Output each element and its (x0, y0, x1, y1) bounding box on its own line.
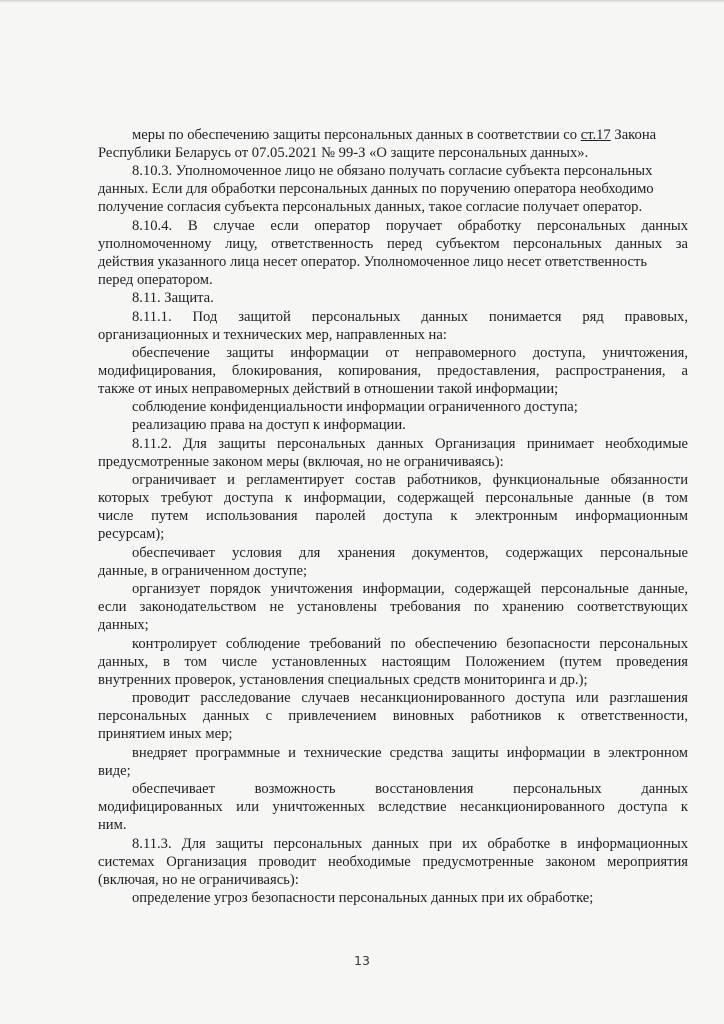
text-line: системах Организация проводит необходимые предусмотренные законом мероприятия (98, 854, 688, 870)
text-line: Республики Беларусь от 07.05.2021 № 99-З «О защите персональных данных». (98, 145, 589, 161)
list-item-line: обеспечивает условия для хранения документов, содержащих персональные (132, 545, 688, 561)
text-line: предусмотренные законом меры (включая, но не ограничиваясь): (98, 454, 504, 470)
paragraph-first-line: 8.10.4. В случае если оператор поручает обработку персональных данных (132, 218, 688, 234)
list-item-line: проводит расследование случаев несанкционированного доступа или разглашения (132, 690, 688, 706)
paragraph-first-line: 8.11.3. Для защиты персональных данных при их обработке в информационных (132, 836, 688, 852)
text-line: модифицирования, блокирования, копирования, предоставления, распространения, а (98, 363, 688, 379)
list-item-line: определение угроз безопасности персональных данных при их обработке; (132, 890, 594, 906)
text-line: организационных и технических мер, направленных на: (98, 327, 447, 343)
text-line: перед оператором. (98, 272, 213, 288)
text-line: принятием иных мер; (98, 726, 233, 742)
list-item-line: соблюдение конфиденциальности информации ограниченного доступа; (132, 399, 578, 415)
section-heading: 8.11. Защита. (132, 290, 214, 306)
paragraph-first-line: 8.11.2. Для защиты персональных данных Организация принимает необходимые (132, 436, 688, 452)
text-line: получение согласия субъекта персональных данных, такое согласие получает оператор. (98, 199, 643, 215)
text-line: персональных данных с привлечением виновных работников к ответственности, (98, 708, 688, 724)
page-number: 13 (354, 953, 370, 968)
text-line: действия указанного лица несет оператор. Уполномоченное лицо несет ответственность (98, 254, 648, 270)
list-item-line: контролирует соблюдение требований по обеспечению безопасности персональных (132, 636, 688, 652)
list-item-line: обеспечивает возможность восстановления персональных данных (132, 781, 688, 797)
text-segment: Закона (614, 127, 657, 143)
law-article-link[interactable]: ст.17 (580, 127, 611, 143)
text-segment: меры по обеспечению защиты персональных данных в соответствии со (132, 127, 578, 143)
text-line: данных, в том числе установленных настоящим Положением (путем проведения (98, 654, 688, 670)
text-line: числе путем использования паролей доступа к электронным информационным (98, 508, 688, 524)
text-line: данных. Если для обработки персональных данных по поручению оператора необходимо (98, 181, 654, 197)
list-item-line: организует порядок уничтожения информации, содержащей персональные данные, (132, 581, 688, 597)
text-line: ним. (98, 817, 127, 833)
text-line: данных; (98, 617, 149, 633)
list-item-line: реализацию права на доступ к информации. (132, 417, 406, 433)
paragraph-first-line: 8.10.3. Уполномоченное лицо не обязано получать согласие субъекта персональных (132, 163, 653, 179)
list-item-line: ограничивает и регламентирует состав работников, функциональные обязанности (132, 472, 688, 488)
text-line: внутренних проверок, установления специальных средств мониторинга и др.); (98, 672, 588, 688)
text-line: ресурсам); (98, 526, 165, 542)
text-line: которых требуют доступа к информации, содержащей персональные данные (в том (98, 490, 688, 506)
text-line: виде; (98, 763, 131, 779)
text-line: модифицированных или уничтоженных вследствие несанкционированного доступа к (98, 799, 688, 815)
text-line: (включая, но не ограничиваясь): (98, 872, 299, 888)
text-line: если законодательством не установлены требования по хранению соответствующих (98, 599, 688, 615)
scan-edge (0, 0, 724, 3)
list-item-line: обеспечение защиты информации от неправомерного доступа, уничтожения, (132, 345, 688, 361)
text-line (132, 126, 656, 144)
paragraph-first-line: 8.11.1. Под защитой персональных данных понимается ряд правовых, (132, 309, 688, 325)
text-line: также от иных неправомерных действий в отношении такой информации; (98, 381, 559, 397)
text-line: уполномоченному лицу, ответственность перед субъектом персональных данных за (98, 236, 688, 252)
text-line: данные, в ограниченном доступе; (98, 563, 308, 579)
list-item-line: внедряет программные и технические средства защиты информации в электронном (132, 745, 688, 761)
